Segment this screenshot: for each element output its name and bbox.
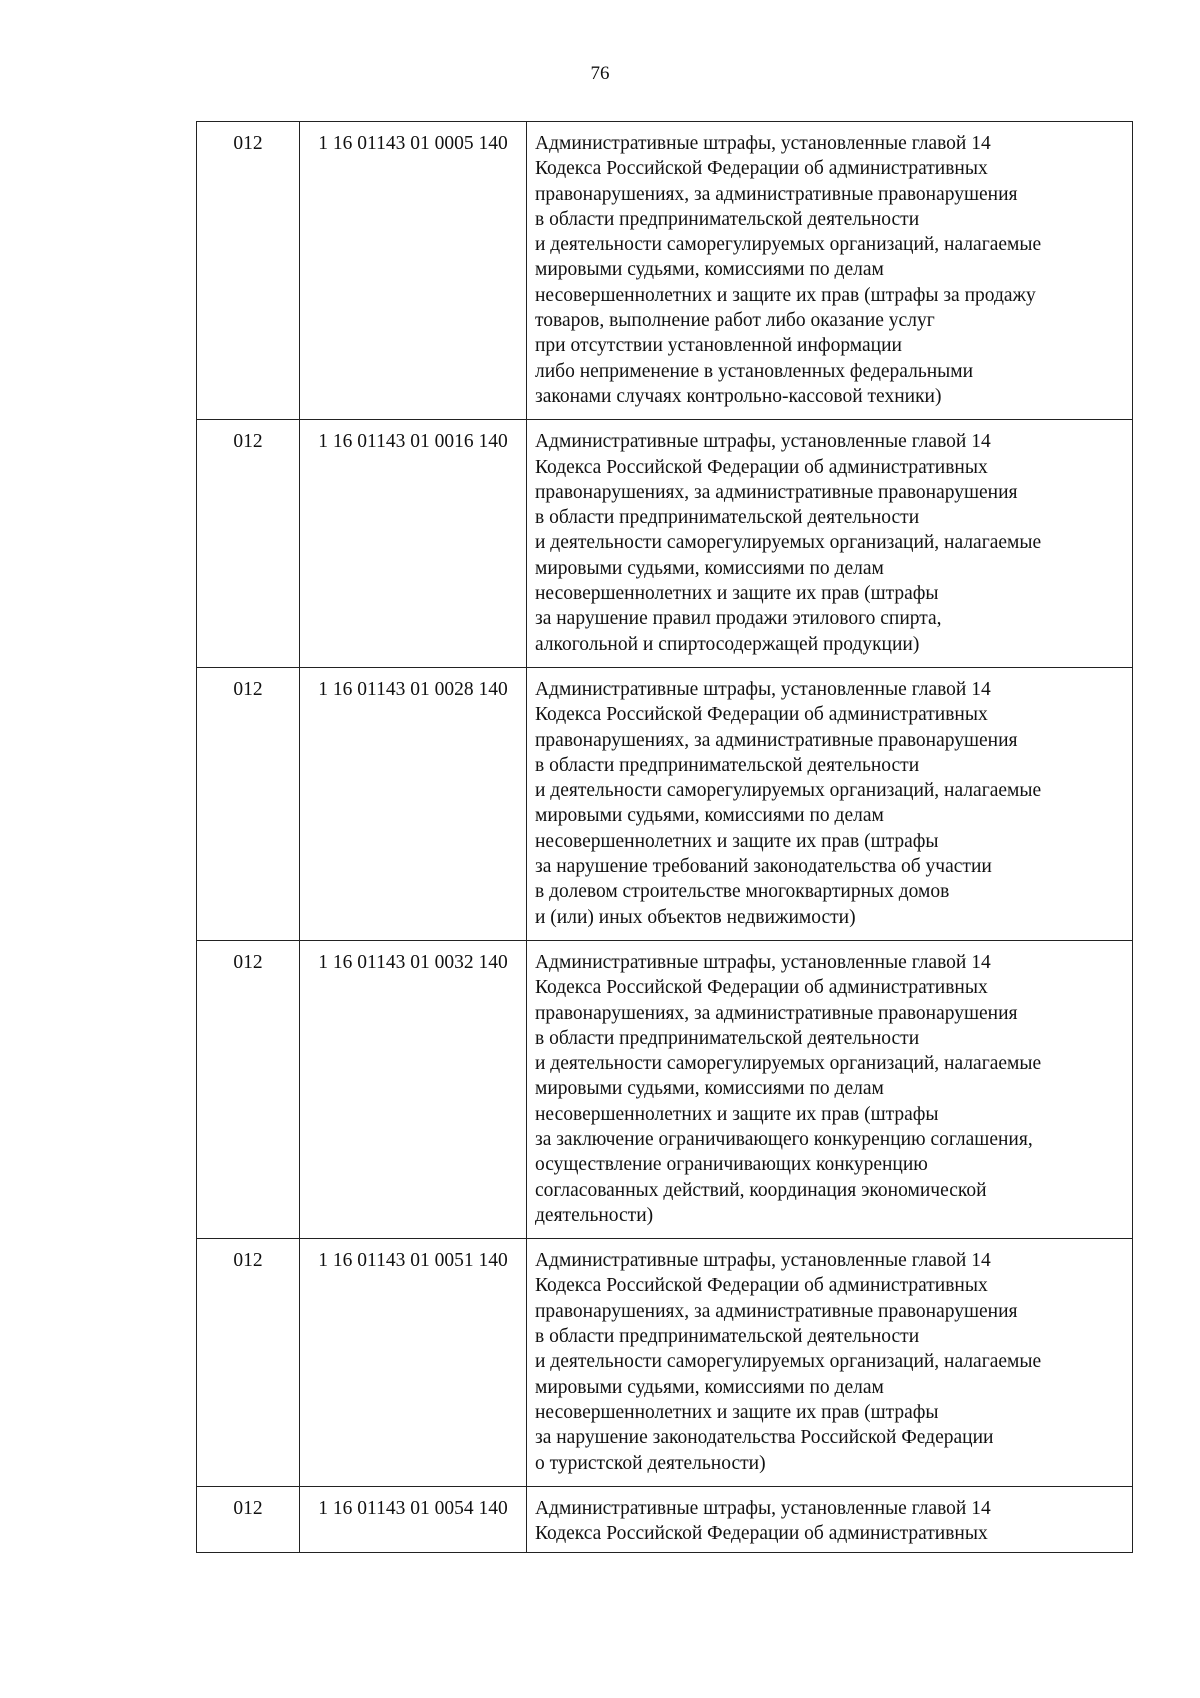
table-row [197,667,1133,940]
description-line: и деятельности саморегулируемых организаций, налагаемые [535,1351,1042,1373]
description-line: и деятельности саморегулируемых организаций, налагаемые [535,234,1042,256]
description-line: мировыми судьями, комиссиями по делам [535,259,884,281]
description-line: Кодекса Российской Федерации об административных [535,1275,988,1297]
administrator-code-cell: 012 [197,940,300,1238]
description-line: в области предпринимательской деятельности [535,754,920,776]
description-line: мировыми судьями, комиссиями по делам [535,557,884,579]
administrator-code-cell: 012 [197,420,300,668]
description-line: в области предпринимательской деятельности [535,1326,920,1348]
description-line: Кодекса Российской Федерации об административных [535,977,988,999]
description-line: за нарушение законодательства Российской Федерации [535,1427,994,1449]
description-line: и деятельности саморегулируемых организаций, налагаемые [535,780,1042,802]
description-line: правонарушениях, за административные правонарушения [535,1300,1018,1322]
description-line: в долевом строительстве многоквартирных домов [535,881,950,903]
description-line: в области предпринимательской деятельности [535,1027,920,1049]
administrator-code-cell: 012 [197,1239,300,1487]
description-line: Кодекса Российской Федерации об административных [535,158,988,180]
description-line: Административные штрафы, установленные главой 14 [535,1250,991,1272]
table-row [197,1239,1133,1487]
description-line: Административные штрафы, установленные главой 14 [535,951,991,973]
description-line: Административные штрафы, установленные главой 14 [535,1497,991,1519]
description-line: согласованных действий, координация экономической [535,1179,987,1201]
page-number: 76 [590,63,610,84]
administrator-code-cell: 012 [197,667,300,940]
revenue-description-cell [527,420,1133,668]
description-line: несовершеннолетних и защите их прав (штрафы [535,1103,939,1125]
budget-code-table [196,121,1133,1553]
administrator-code-cell: 012 [197,1486,300,1553]
table-body [197,122,1133,1553]
description-line: о туристской деятельности) [535,1452,766,1474]
description-line: мировыми судьями, комиссиями по делам [535,1078,884,1100]
description-line: алкогольной и спиртосодержащей продукции) [535,633,920,655]
table-row [197,940,1133,1238]
description-line: товаров, выполнение работ либо оказание услуг [535,310,935,332]
description-line: правонарушениях, за административные правонарушения [535,1002,1018,1024]
description-line: за нарушение правил продажи этилового спирта, [535,608,942,630]
description-line: несовершеннолетних и защите их прав (штрафы [535,583,939,605]
table-row [197,1486,1133,1553]
description-line: Административные штрафы, установленные главой 14 [535,431,991,453]
revenue-description-cell [527,122,1133,420]
description-line: за нарушение требований законодательства об участии [535,856,992,878]
description-line: Кодекса Российской Федерации об административных [535,704,988,726]
description-line: и (или) иных объектов недвижимости) [535,906,856,928]
description-line: в области предпринимательской деятельности [535,507,920,529]
description-line: в области предпринимательской деятельности [535,208,920,230]
revenue-description-cell [527,667,1133,940]
description-line: Кодекса Российской Федерации об административных [535,456,988,478]
description-line: Административные штрафы, установленные главой 14 [535,678,991,700]
description-line: и деятельности саморегулируемых организаций, налагаемые [535,532,1042,554]
revenue-description-cell [527,1486,1133,1553]
budget-classification-code-cell: 1 16 01143 01 0016 140 [300,420,527,668]
description-line: несовершеннолетних и защите их прав (штрафы [535,1401,939,1423]
description-line: Административные штрафы, установленные главой 14 [535,133,991,154]
administrator-code-cell: 012 [197,122,300,420]
description-line: при отсутствии установленной информации [535,335,902,357]
description-line: несовершеннолетних и защите их прав (штрафы [535,830,939,852]
description-line: мировыми судьями, комиссиями по делам [535,1376,884,1398]
table-row [197,420,1133,668]
description-line: правонарушениях, за административные правонарушения [535,481,1018,503]
budget-classification-code-cell: 1 16 01143 01 0028 140 [300,667,527,940]
table-row [197,122,1133,420]
budget-classification-code-cell: 1 16 01143 01 0005 140 [300,122,527,420]
description-line: несовершеннолетних и защите их прав (штрафы за продажу [535,284,1036,306]
description-line: правонарушениях, за административные правонарушения [535,183,1018,205]
description-line: за заключение ограничивающего конкуренцию соглашения, [535,1128,1033,1150]
budget-classification-code-cell: 1 16 01143 01 0032 140 [300,940,527,1238]
description-line: Кодекса Российской Федерации об административных [535,1523,988,1545]
revenue-description-cell [527,940,1133,1238]
description-line: либо неприменение в установленных федеральными [535,360,974,382]
description-line: мировыми судьями, комиссиями по делам [535,805,884,827]
description-line: законами случаях контрольно-кассовой техники) [535,385,942,407]
budget-classification-code-cell: 1 16 01143 01 0054 140 [300,1486,527,1553]
description-line: и деятельности саморегулируемых организаций, налагаемые [535,1053,1042,1075]
description-line: правонарушениях, за административные правонарушения [535,729,1018,751]
revenue-description-cell [527,1239,1133,1487]
description-line: осуществление ограничивающих конкуренцию [535,1154,928,1176]
budget-classification-code-cell: 1 16 01143 01 0051 140 [300,1239,527,1487]
description-line: деятельности) [535,1204,654,1226]
